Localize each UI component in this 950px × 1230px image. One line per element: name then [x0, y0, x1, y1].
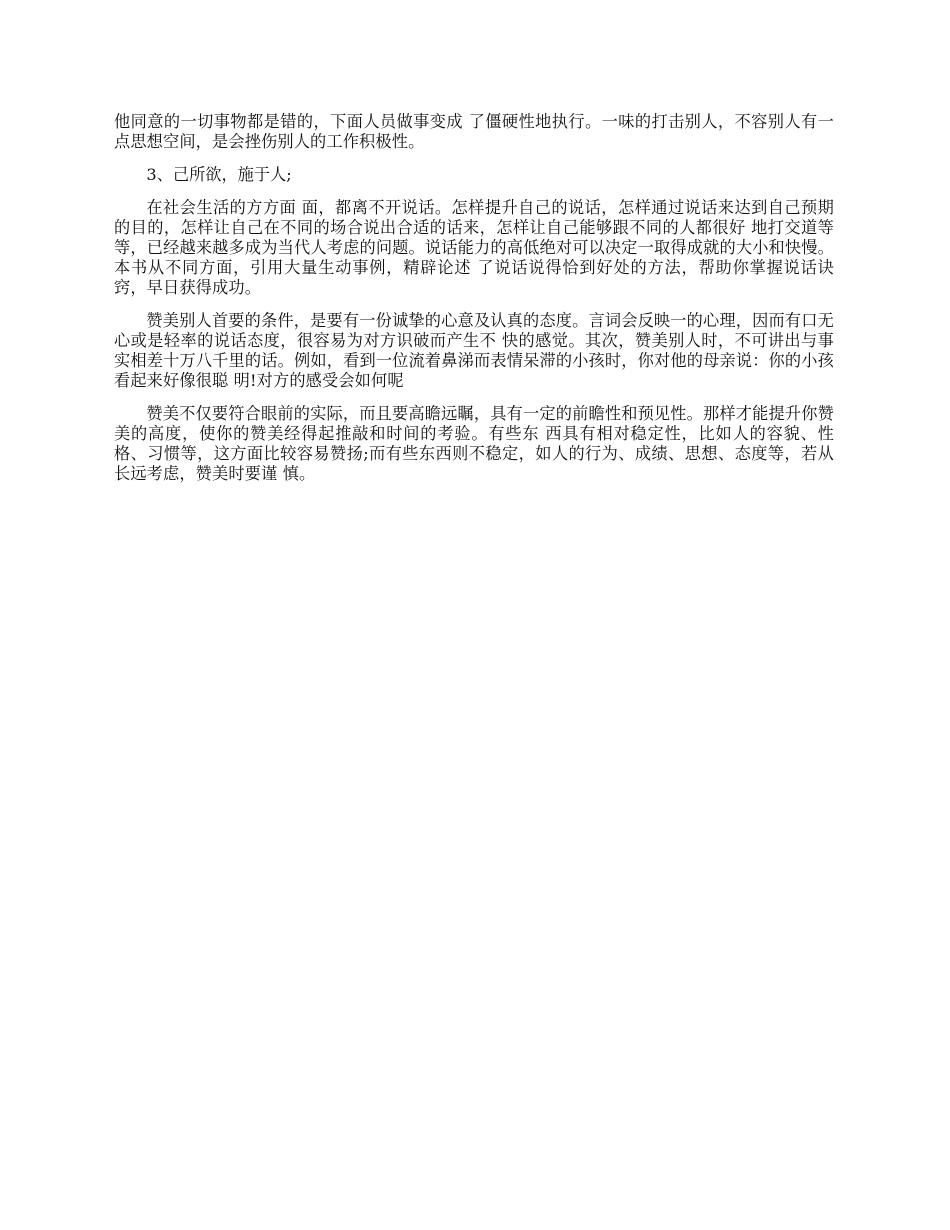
paragraph-speaking: 在社会生活的方方面 面，都离不开说话。怎样提升自己的说话，怎样通过说话来达到自己预期的目的，怎样让自己在不同的场合说出合适的话来，怎样让自己能够跟不同的人都很好 地打交道等等，已经越来越多成为当代人考虑的问题。说话能力的高低绝对可以决定一取得成就的大小和快慢。本书从不同方面，引用大量生动事例，精辟论述 了说话说得恰到好处的方法，帮助你掌握说话诀窍，早日获得成功。 [114, 198, 834, 297]
document-page [114, 112, 834, 497]
paragraph-continuation: 他同意的一切事物都是错的，下面人员做事变成 了僵硬性地执行。一味的打击别人，不容别人有一点思想空间，是会挫伤别人的工作积极性。 [114, 112, 834, 151]
paragraph-praise-foresight: 赞美不仅要符合眼前的实际，而且要高瞻远瞩，具有一定的前瞻性和预见性。那样才能提升你赞美的高度，使你的赞美经得起推敲和时间的考验。有些东 西具有相对稳定性，比如人的容貌、性格、习惯等，这方面比较容易赞扬;而有些东西则不稳定，如人的行为、成绩、思想、态度等，若从长远考虑，赞美时要谨 慎。 [114, 404, 834, 483]
paragraph-praise-sincerity: 赞美别人首要的条件，是要有一份诚挚的心意及认真的态度。言词会反映一的心理，因而有口无心或是轻率的说话态度，很容易为对方识破而产生不 快的感觉。其次，赞美别人时，不可讲出与事实相差十万八千里的话。例如，看到一位流着鼻涕而表情呆滞的小孩时，你对他的母亲说：你的小孩看起来好像很聪 明!对方的感受会如何呢 [114, 311, 834, 390]
section-heading: 3、己所欲，施于人; [146, 165, 292, 184]
